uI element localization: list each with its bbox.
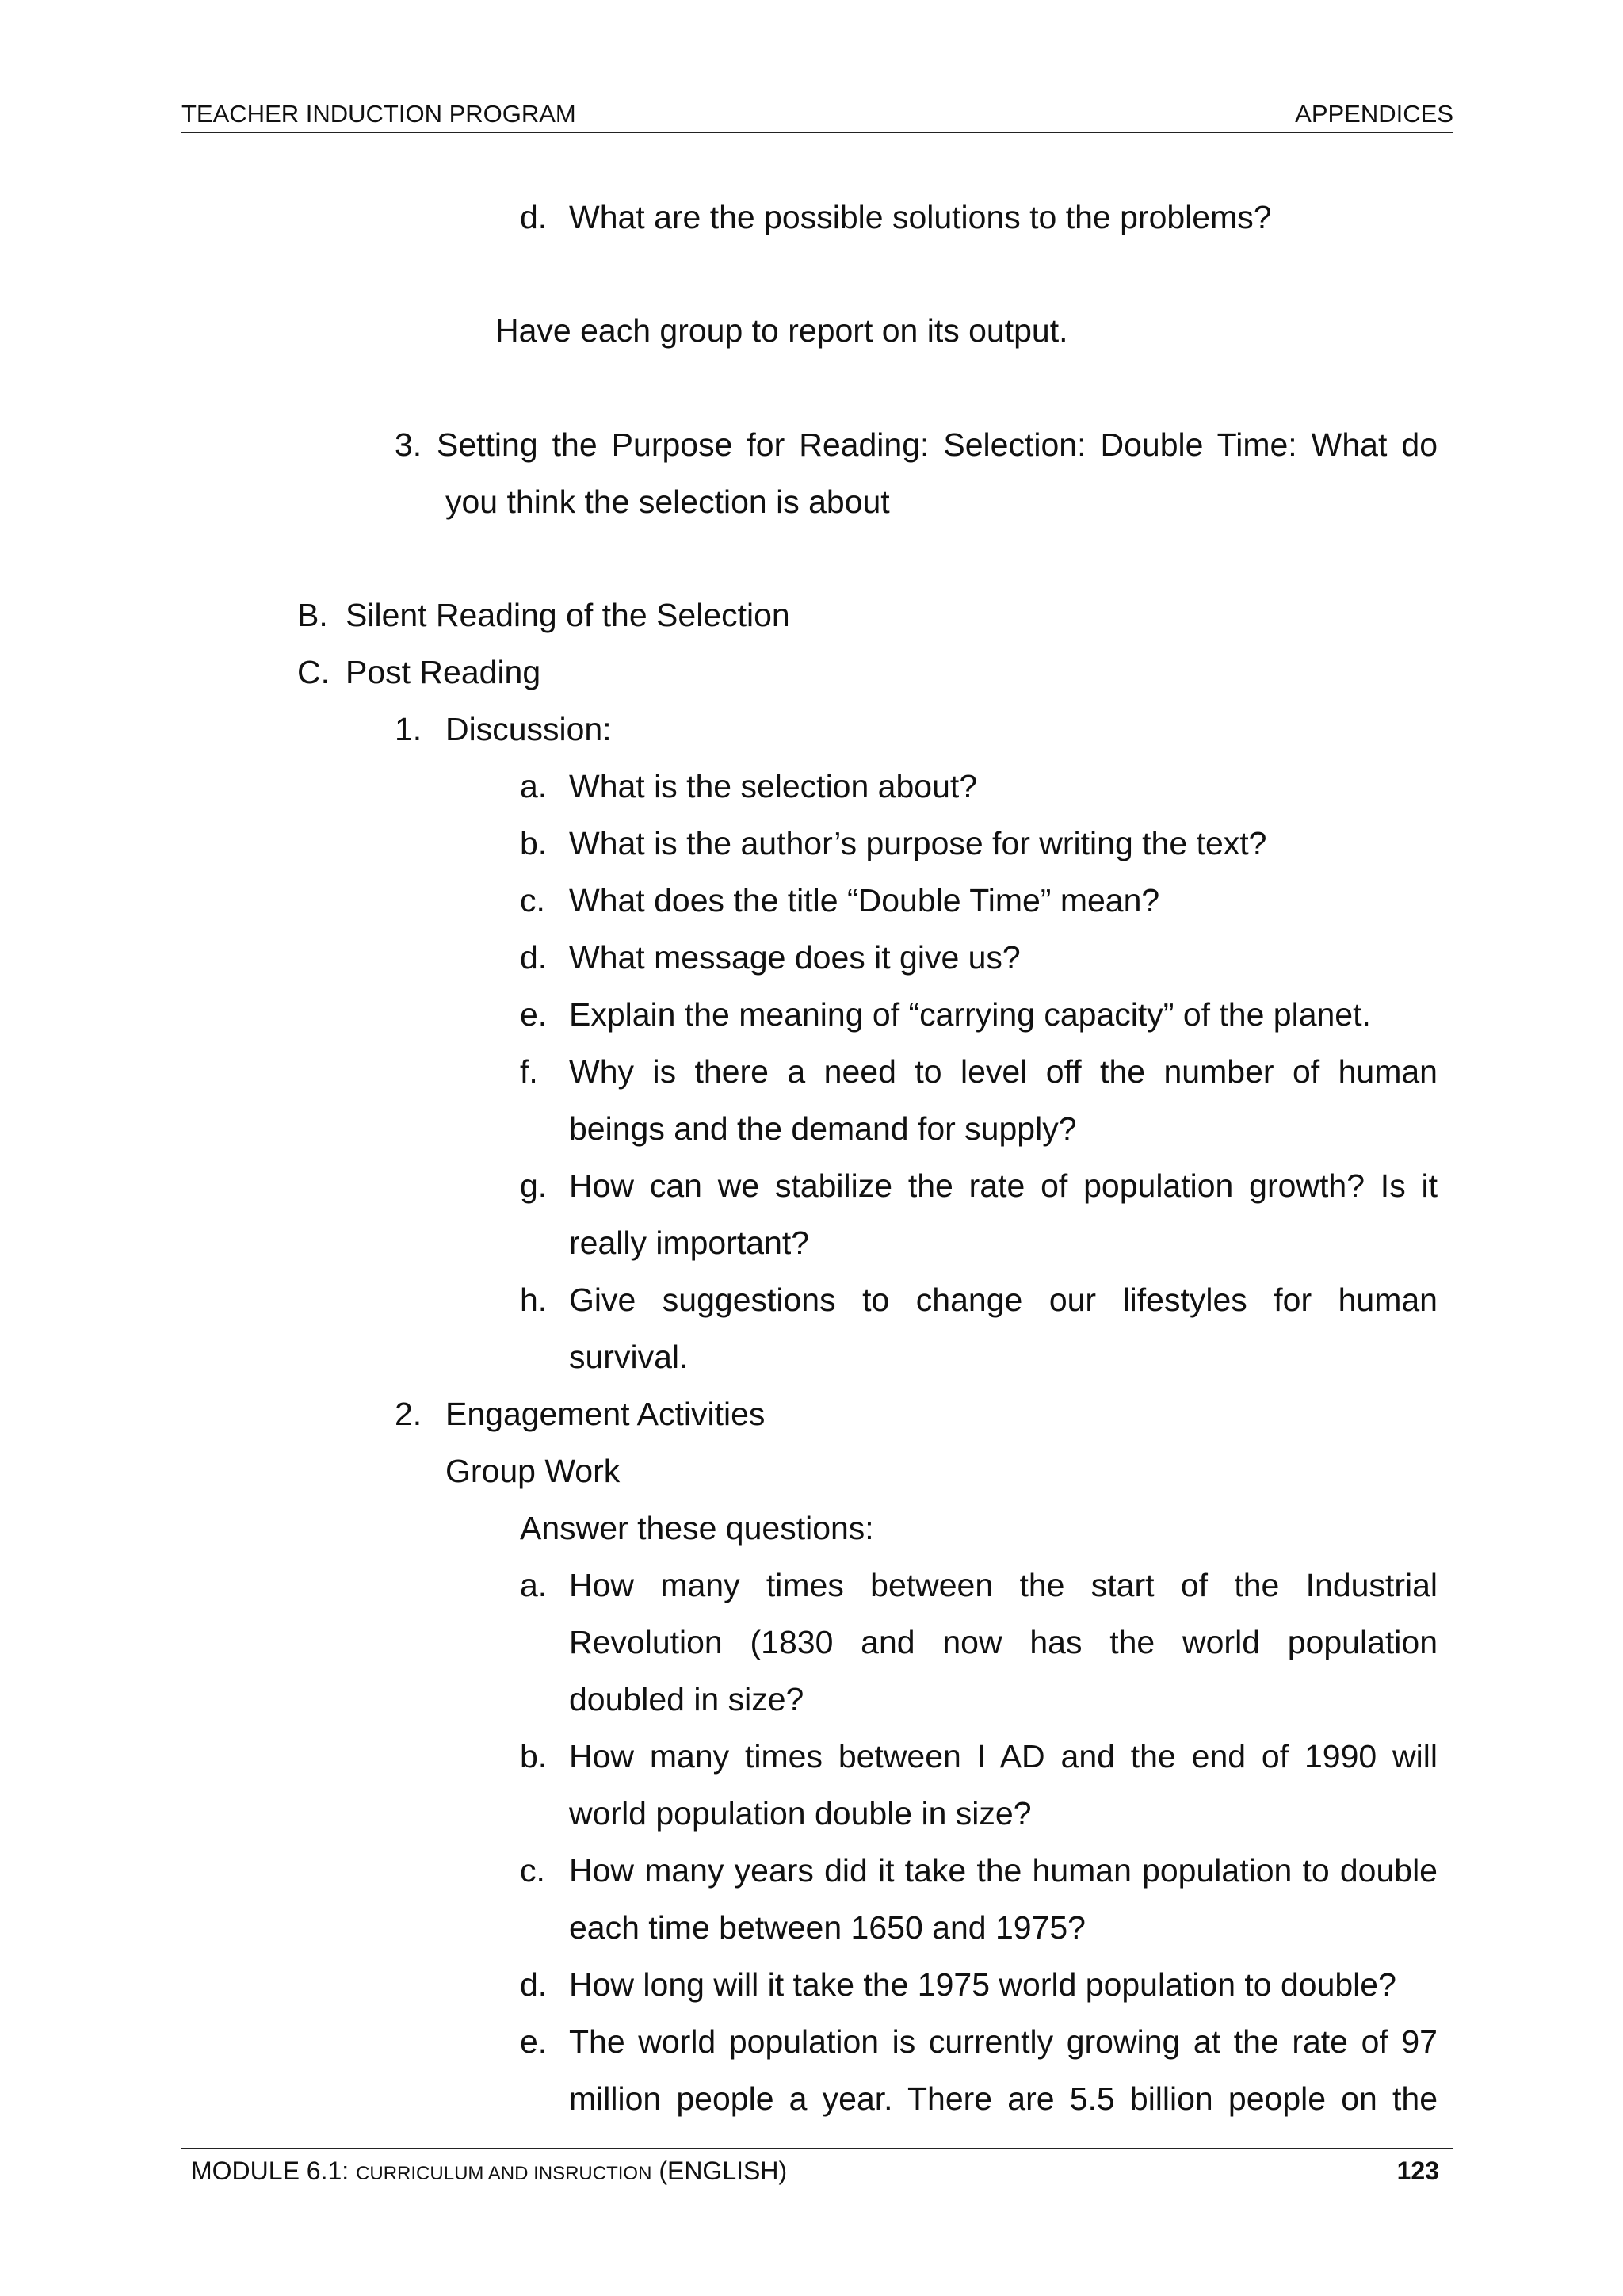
discussion-title: Discussion: xyxy=(445,711,612,747)
discussion-item-text: Explain the meaning of “carrying capacity” of the planet. xyxy=(569,996,1371,1033)
header-section-title: APPENDICES xyxy=(1295,100,1453,128)
engagement-item-line-2: world population double in size? xyxy=(569,1795,1032,1832)
engagement-item-line-3: doubled in size? xyxy=(569,1681,804,1717)
group-work-label: Group Work xyxy=(445,1453,621,1489)
engagement-item-line-2: each time between 1650 and 1975? xyxy=(569,1909,1086,1946)
engagement-item-marker: a. xyxy=(520,1567,548,1603)
question-d-text: What are the possible solutions to the problems? xyxy=(569,199,1272,235)
section-c-title: Post Reading xyxy=(346,654,541,690)
engagement-item-line-2: Revolution (1830 and now has the world population xyxy=(569,1624,1438,1660)
discussion-item-text: What is the author’s purpose for writing the text? xyxy=(569,825,1267,861)
engagement-item-marker: d. xyxy=(520,1966,548,2003)
question-d-marker: d. xyxy=(520,199,548,235)
discussion-item-line-2: survival. xyxy=(569,1339,689,1375)
discussion-item-marker: b. xyxy=(520,825,548,861)
engagement-item-line-1: How long will it take the 1975 world population to double? xyxy=(569,1966,1396,2003)
header-program-title: TEACHER INDUCTION PROGRAM xyxy=(181,100,576,128)
discussion-item-marker: g. xyxy=(520,1167,548,1204)
engagement-item-line-2: million people a year. There are 5.5 billion people on the xyxy=(569,2080,1438,2117)
footer-course: CURRICULUM AND INSRUCTION xyxy=(356,2163,652,2184)
engagement-item-line-1: How many years did it take the human population to double xyxy=(569,1852,1438,1889)
engagement-item-marker: b. xyxy=(520,1738,548,1775)
discussion-item-marker: h. xyxy=(520,1282,548,1318)
discussion-item-line-1: Give suggestions to change our lifestyles for human xyxy=(569,1282,1438,1318)
section-b-marker: B. xyxy=(297,597,328,633)
item-3-line-1: Setting the Purpose for Reading: Selection: Double Time: What do xyxy=(437,426,1438,463)
discussion-item-text: What is the selection about? xyxy=(569,768,978,804)
discussion-item-marker: c. xyxy=(520,882,545,919)
discussion-item-text: What does the title “Double Time” mean? xyxy=(569,882,1160,919)
report-instruction: Have each group to report on its output. xyxy=(495,312,1068,349)
footer-module-label xyxy=(191,2157,787,2186)
discussion-item-line-1: Why is there a need to level off the number of human xyxy=(569,1053,1438,1090)
discussion-item-text: What message does it give us? xyxy=(569,939,1021,976)
item-3-marker: 3. xyxy=(395,426,422,463)
footer-subject: (ENGLISH) xyxy=(651,2157,788,2185)
engagement-marker: 2. xyxy=(395,1396,422,1432)
answer-prompt: Answer these questions: xyxy=(520,1510,874,1546)
discussion-item-marker: d. xyxy=(520,939,548,976)
item-3-line-2: you think the selection is about xyxy=(445,483,890,520)
page-footer xyxy=(181,2148,1453,2189)
engagement-item-line-1: How many times between the start of the Industrial xyxy=(569,1567,1438,1603)
section-c-marker: C. xyxy=(297,654,330,690)
discussion-item-line-2: really important? xyxy=(569,1224,810,1261)
discussion-item-line-2: beings and the demand for supply? xyxy=(569,1110,1077,1147)
section-b-title: Silent Reading of the Selection xyxy=(346,597,790,633)
discussion-item-marker: f. xyxy=(520,1053,538,1090)
engagement-item-marker: c. xyxy=(520,1852,545,1889)
engagement-title: Engagement Activities xyxy=(445,1396,766,1432)
discussion-item-marker: e. xyxy=(520,996,548,1033)
discussion-item-line-1: How can we stabilize the rate of population growth? Is it xyxy=(569,1167,1438,1204)
engagement-item-line-1: How many times between I AD and the end of 1990 will xyxy=(569,1738,1438,1775)
footer-module: MODULE 6.1: xyxy=(191,2157,357,2185)
engagement-item-marker: e. xyxy=(520,2023,548,2060)
discussion-marker: 1. xyxy=(395,711,422,747)
discussion-item-marker: a. xyxy=(520,768,548,804)
engagement-item-line-1: The world population is currently growing at the rate of 97 xyxy=(569,2023,1438,2060)
page-number: 123 xyxy=(1396,2157,1439,2185)
page-header xyxy=(181,97,1453,133)
